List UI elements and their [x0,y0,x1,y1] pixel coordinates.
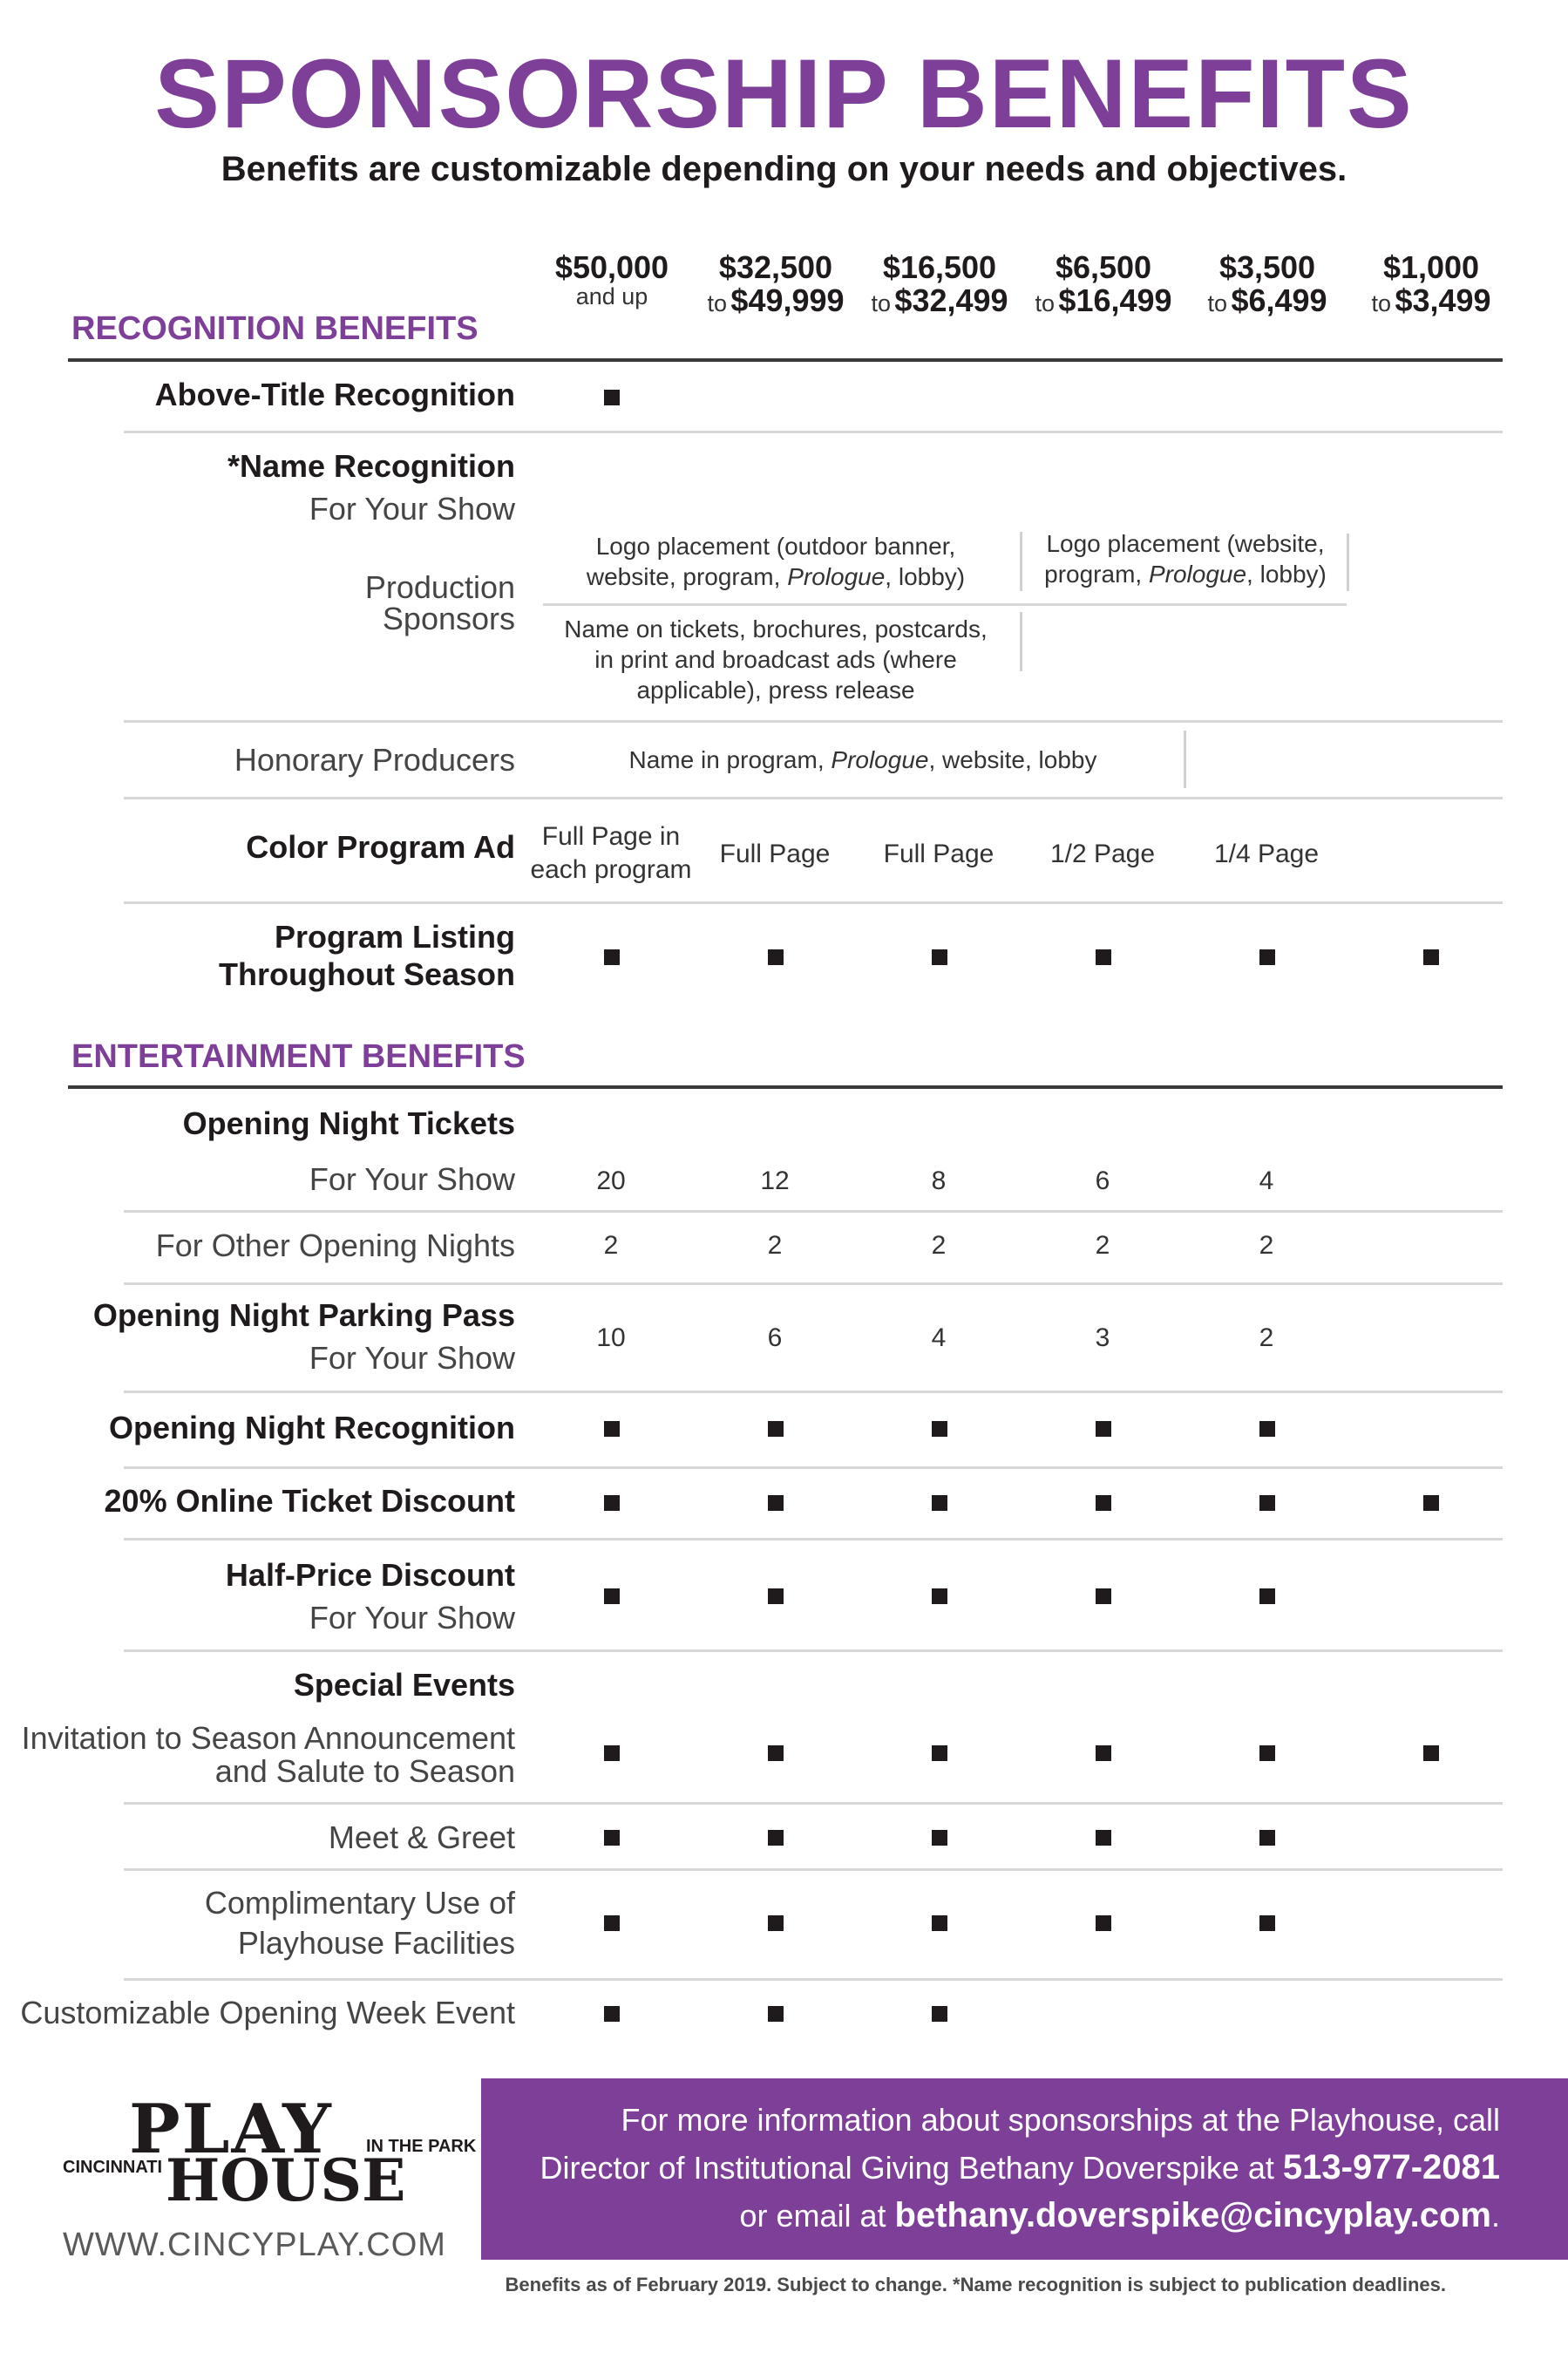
tier-sub: and up [575,282,648,309]
check-marker [1259,1915,1275,1931]
cell-tickets-show-2: 12 [760,1166,790,1195]
cell-other-nights-3: 2 [931,1231,947,1260]
check-marker [1096,1830,1111,1846]
note-honorary: Name in program, Prologue, website, lobby [628,746,1097,773]
cell-color-ad-4: 1/2 Page [1049,840,1156,868]
check-marker [604,1588,620,1604]
check-marker [1096,949,1111,965]
check-marker [1096,1495,1111,1511]
logo-cincinnati: CINCINNATI [63,2158,163,2177]
tier-amount: $50,000 [554,249,669,285]
check-marker [768,1745,784,1761]
row-divider [124,1210,1503,1213]
note-name-on-tickets: Name on tickets, brochures, postcards, in print and broadcast ads (where applicable), press release [564,615,988,704]
check-marker [932,1495,947,1511]
row-divider [124,1538,1503,1540]
cell-color-ad-3: Full Page [883,840,994,868]
check-marker [1259,949,1275,965]
check-marker [604,1915,620,1931]
page-title: SPONSORSHIP BENEFITS [154,39,1414,148]
section-title-entertainment: ENTERTAINMENT BENEFITS [71,1038,526,1075]
check-marker [768,1830,784,1846]
check-marker [1259,1588,1275,1604]
check-marker [932,1421,947,1437]
column-divider [1347,534,1349,591]
tier-upper: $3,499 [1395,282,1491,318]
check-marker [1423,1495,1439,1511]
contact-email[interactable]: bethany.doverspike@cincyplay.com [894,2196,1491,2234]
row-label-invitation: Invitation to Season Announcement [21,1720,515,1756]
row-label-other-nights: For Other Opening Nights [155,1228,515,1263]
tier-amount: $16,500 [882,249,997,285]
row-sublabel-for-your-show: For Your Show [309,1600,515,1636]
tier-header-2: $32,500 to $49,999 [693,251,859,317]
cell-other-nights-5: 2 [1259,1231,1274,1260]
row-divider [124,720,1503,723]
cell-color-ad-1: Full Page in each program [530,822,692,884]
row-label-opening-tickets: Opening Night Tickets [182,1105,515,1141]
logo-in-the-park: IN THE PARK [366,2137,477,2156]
note-logo-placement-minor: Logo placement (website, program, Prologue, lobby) [1044,530,1327,588]
contact-phone[interactable]: 513-977-2081 [1282,2148,1500,2186]
check-marker [1096,1745,1111,1761]
check-marker [1259,1830,1275,1846]
logo-house: HOUSE [166,2146,406,2214]
check-marker [1259,1745,1275,1761]
cell-divider [543,603,1347,606]
check-marker [768,1588,784,1604]
tier-amount: $1,000 [1382,249,1480,285]
cell-tickets-show-4: 6 [1095,1166,1110,1195]
row-label-honorary: Honorary Producers [234,742,515,778]
tier-upper: $32,499 [894,282,1008,318]
check-marker [932,1915,947,1931]
tier-upper: $6,499 [1231,282,1327,318]
fine-print: Benefits as of February 2019. Subject to change. *Name recognition is subject to publication deadlines. [505,2274,1446,2295]
tier-header-3: $16,500 to $32,499 [857,251,1022,317]
check-marker [1096,1421,1111,1437]
column-divider [1184,731,1186,788]
row-sublabel-for-your-show: For Your Show [309,1340,515,1376]
check-marker [932,2006,947,2022]
row-label-invitation-2: and Salute to Season [214,1753,515,1789]
tier-amount: $32,500 [718,249,833,285]
check-marker [1259,1421,1275,1437]
check-marker [604,1421,620,1437]
website-url[interactable]: WWW.CINCYPLAY.COM [63,2227,446,2263]
row-divider [124,797,1503,799]
row-divider [124,1868,1503,1871]
check-marker [768,1421,784,1437]
check-marker [1096,1588,1111,1604]
check-marker [604,2006,620,2022]
cell-parking-4: 3 [1095,1323,1110,1352]
check-marker [1423,1745,1439,1761]
cell-tickets-show-3: 8 [931,1166,947,1195]
check-marker [1096,1915,1111,1931]
row-label-above-title: Above-Title Recognition [154,377,515,412]
column-divider [1020,612,1022,671]
tier-amount: $6,500 [1055,249,1152,285]
row-divider [124,1649,1503,1652]
row-label-color-ad: Color Program Ad [246,829,515,865]
row-label-special-events: Special Events [293,1667,515,1703]
tier-amount: $3,500 [1218,249,1316,285]
row-label-program-listing-2: Throughout Season [219,956,515,992]
row-divider [124,431,1503,433]
tier-header-6: $1,000 to $3,499 [1348,251,1514,317]
cell-color-ad-2: Full Page [719,840,831,868]
column-divider [1020,532,1022,591]
cell-other-nights-1: 2 [603,1231,619,1260]
row-divider [124,1802,1503,1805]
cell-other-nights-4: 2 [1095,1231,1110,1260]
check-marker [1259,1495,1275,1511]
cell-parking-1: 10 [596,1323,626,1352]
check-marker [932,949,947,965]
row-divider [124,1466,1503,1469]
check-marker [604,1495,620,1511]
row-label-program-listing: Program Listing [274,919,515,955]
row-label-complimentary-2: Playhouse Facilities [237,1925,515,1961]
cell-color-ad-5: 1/4 Page [1213,840,1320,868]
check-marker [932,1588,947,1604]
check-marker [768,2006,784,2022]
row-label-complimentary: Complimentary Use of [204,1885,515,1921]
note-logo-placement-major: Logo placement (outdoor banner, website, program, Prologue, lobby) [586,533,966,590]
row-label-parking: Opening Night Parking Pass [92,1297,515,1333]
logo-play: PLAY [129,2090,333,2169]
check-marker [1423,949,1439,965]
tier-upper: $16,499 [1058,282,1172,318]
check-marker [932,1830,947,1846]
section-divider [68,1085,1503,1089]
row-sublabel-for-your-show: For Your Show [309,491,515,527]
row-label-discount20: 20% Online Ticket Discount [104,1483,515,1519]
section-divider [68,358,1503,362]
section-title-recognition: RECOGNITION BENEFITS [71,310,479,347]
cell-parking-3: 4 [931,1323,947,1352]
contact-text: For more information about sponsorships at the Playhouse, call Director of Institutional Giving Bethany Doverspike at 513-977-2081 or email at bethany.doverspike@cincyplay.com. [540,2102,1500,2234]
check-marker [932,1745,947,1761]
cell-parking-5: 2 [1259,1323,1274,1352]
row-divider [124,901,1503,904]
tier-header-5: $3,500 to $6,499 [1184,251,1350,317]
page-subtitle: Benefits are customizable depending on your needs and objectives. [221,150,1347,188]
cell-parking-2: 6 [767,1323,783,1352]
check-marker [768,949,784,965]
cell-tickets-show-1: 20 [596,1166,626,1195]
cell-tickets-show-5: 4 [1259,1166,1274,1195]
row-sublabel-production: Production [364,569,515,605]
check-marker [604,390,620,405]
tier-header-4: $6,500 to $16,499 [1021,251,1186,317]
check-marker [768,1495,784,1511]
check-marker [604,949,620,965]
row-sublabel-sponsors: Sponsors [382,601,515,636]
row-label-half-price: Half-Price Discount [225,1557,515,1593]
row-sublabel-for-your-show: For Your Show [309,1161,515,1197]
check-marker [604,1745,620,1761]
row-divider [124,1978,1503,1981]
tier-upper: $49,999 [730,282,845,318]
cell-other-nights-2: 2 [767,1231,783,1260]
row-divider [124,1282,1503,1285]
row-divider [124,1391,1503,1393]
check-marker [604,1830,620,1846]
row-label-meet-greet: Meet & Greet [328,1819,515,1855]
check-marker [768,1915,784,1931]
row-label-custom-week: Customizable Opening Week Event [20,1995,515,2030]
row-label-opening-recognition: Opening Night Recognition [109,1410,515,1445]
tier-header-1 [529,251,695,309]
row-label-name-recognition: *Name Recognition [227,448,515,484]
